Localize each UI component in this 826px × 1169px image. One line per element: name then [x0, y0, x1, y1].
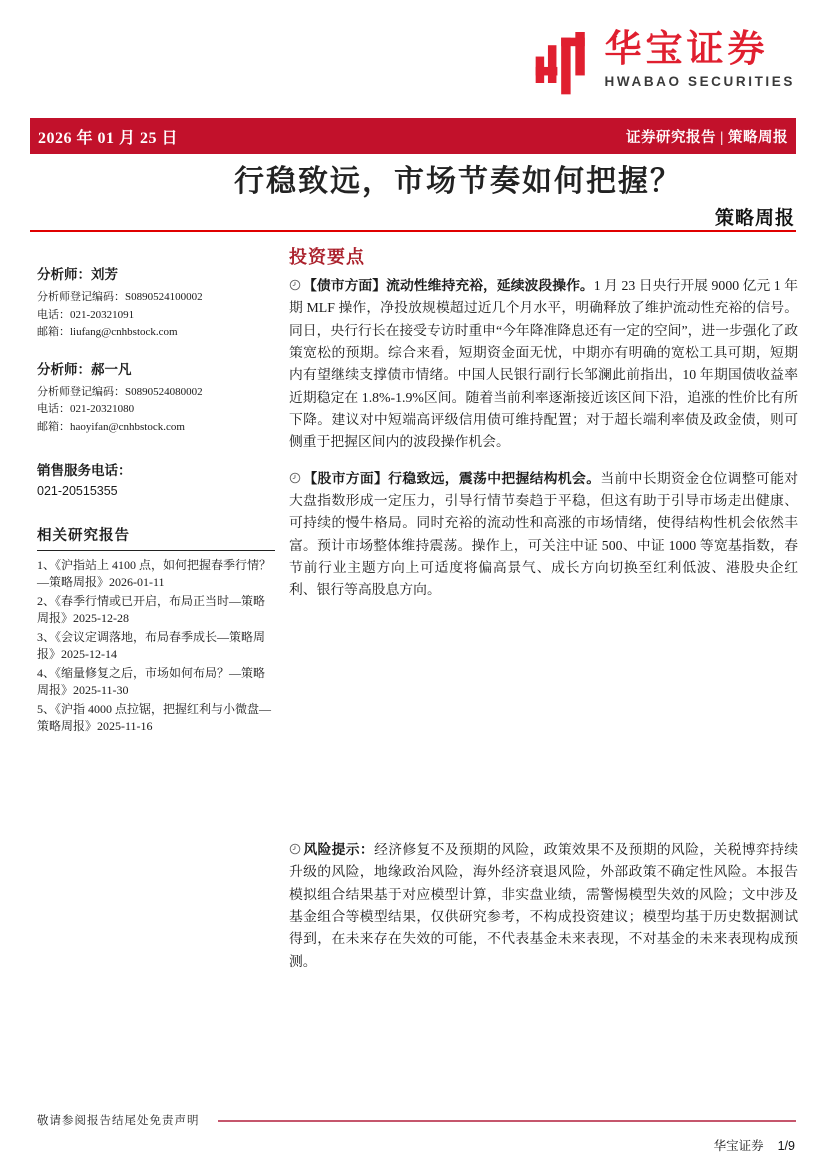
analyst-reg-code: 分析师登记编码：S0890524100002 [37, 291, 203, 303]
analyst-reg-code: 分析师登记编码：S0890524080002 [37, 385, 203, 398]
analyst-name: 分析师：刘芳 [37, 267, 118, 282]
related-report-item[interactable]: 4、《缩量修复之后，市场如何布局？—策略周报》2025-11-30 [37, 665, 266, 698]
paragraph-lead: 【股市方面】行稳致远，震荡中把握结构机会。 [303, 470, 601, 486]
clock-icon [289, 279, 301, 291]
sales-contact-block [37, 459, 275, 498]
footer-disclaimer: 敬请参阅报告结尾处免责声明 [37, 1115, 200, 1127]
related-report-item[interactable]: 2、《春季行情或已开启，布局正当时—策略周报》2025-12-28 [37, 593, 266, 626]
footer-divider [218, 1120, 796, 1122]
clock-icon [289, 843, 301, 855]
section-title-investment-highlights: 投资要点 [289, 247, 365, 267]
paragraph-risk-warning [289, 839, 798, 973]
brand-name-en: HWABAO SECURITIES [604, 73, 795, 89]
analyst-block [37, 263, 275, 342]
page-number: 1/9 [777, 1139, 795, 1153]
paragraph-body: 经济修复不及预期的风险，政策效果不及预期的风险，关税博弈持续升级的风险，地缘政治风险，海外经济衰退风险，外部政策不确定性风险。本报告模拟组合结果基于对应模型计算，非实盘业绩，需警惕模型失效的风险；文中涉及基金组合等模型结果，仅供研究参考，不构成投资建议；模型均基于历史数据测试得到，在未来存在失效的可能，不代表基金未来表现，不对基金的未来表现构成预测。 [289, 841, 799, 969]
related-report-item[interactable]: 5、《沪指 4000 点拉锯，把握红利与小微盘—策略周报》2025-11-16 [37, 701, 272, 734]
brand-name-cn: 华宝证券 [604, 29, 769, 70]
analyst-block [37, 358, 275, 437]
sidebar [37, 243, 275, 987]
report-date: 2026 年 01 月 25 日 [38, 129, 179, 147]
paragraph-lead: 【债市方面】流动性维持充裕，延续波段操作。 [303, 278, 594, 293]
clock-icon [289, 472, 301, 484]
paragraph-lead: 风险提示： [303, 841, 375, 857]
page-title: 行稳致远，市场节奏如何把握？ [234, 165, 682, 198]
related-report-item[interactable]: 3、《会议定调落地，布局春季成长—策略周报》2025-12-14 [37, 629, 266, 662]
sales-phone-label: 销售服务电话： [37, 462, 132, 478]
analyst-phone: 电话：021-20321091 [37, 308, 135, 321]
page-subtitle: 策略周报 [714, 208, 795, 229]
header-band [30, 118, 796, 154]
paragraph-stock-market [289, 468, 798, 602]
analyst-phone: 电话：021-20321080 [37, 403, 135, 416]
report-category: 证券研究报告 | 策略周报 [626, 129, 788, 146]
analyst-name: 分析师：郝一凡 [37, 361, 132, 377]
paragraph-body: 当前中长期资金仓位调整可能对大盘指数形成一定压力，引导行情节奏趋于平稳，但这有助于引导市场走出健康、可持续的慢牛格局。同时充裕的流动性和高涨的市场情绪，使得结构性机会依然丰富。预计市场整体维持震荡。操作上，可关注中证 500、中证 1000 等宽基指数，春节前行业主题方向上可适度将偏高景气、成长方向切换至红利低波、港股央企红利、银行等高股息方向。 [289, 470, 799, 598]
brand-logo [535, 30, 795, 100]
main-content [289, 243, 798, 987]
paragraph-bond-market [289, 275, 798, 454]
content-columns [37, 243, 798, 987]
related-reports-list [37, 557, 275, 736]
brand-logo-text [605, 30, 795, 89]
analyst-email: 邮箱：liufang@cnhbstock.com [37, 326, 178, 339]
footer-pageinfo [714, 1136, 795, 1154]
hwabao-logo-icon [535, 32, 593, 100]
related-report-item[interactable]: 1、《沪指站上 4100 点，如何把握春季行情？—策略周报》2026-01-11 [37, 557, 272, 590]
title-divider [30, 230, 796, 232]
footer-brand: 华宝证券 [713, 1139, 764, 1153]
sales-phone-number: 021-20515355 [37, 483, 118, 498]
analyst-email: 邮箱：haoyifan@cnhbstock.com [37, 420, 185, 433]
related-reports-title: 相关研究报告 [37, 524, 275, 551]
paragraph-body: 1 月 23 日央行开展 9000 亿元 1 年期 MLF 操作，净投放规模超过近几个月水平，明确释放了维护流动性充裕的信号。同日，央行行长在接受专访时重申“今年降准降息还有一定的空间”，进一步强化了政策宽松的预期。综合来看，短期资金面无忧，中期亦有明确的宽松工具可期，短期内有望继续支撑债市情绪。中国人民银行副行长邹澜此前指出，10 年期国债收益率近期稳定在 1.8%-1.9%区间。随着当前利率逐渐接近该区间下沿，追涨的性价比有所下降。建议对中短端高评级信用债可维持配置；对于超长端利率债及政金债，则可侧重于把握区间内的波段操作机会。 [289, 278, 798, 450]
